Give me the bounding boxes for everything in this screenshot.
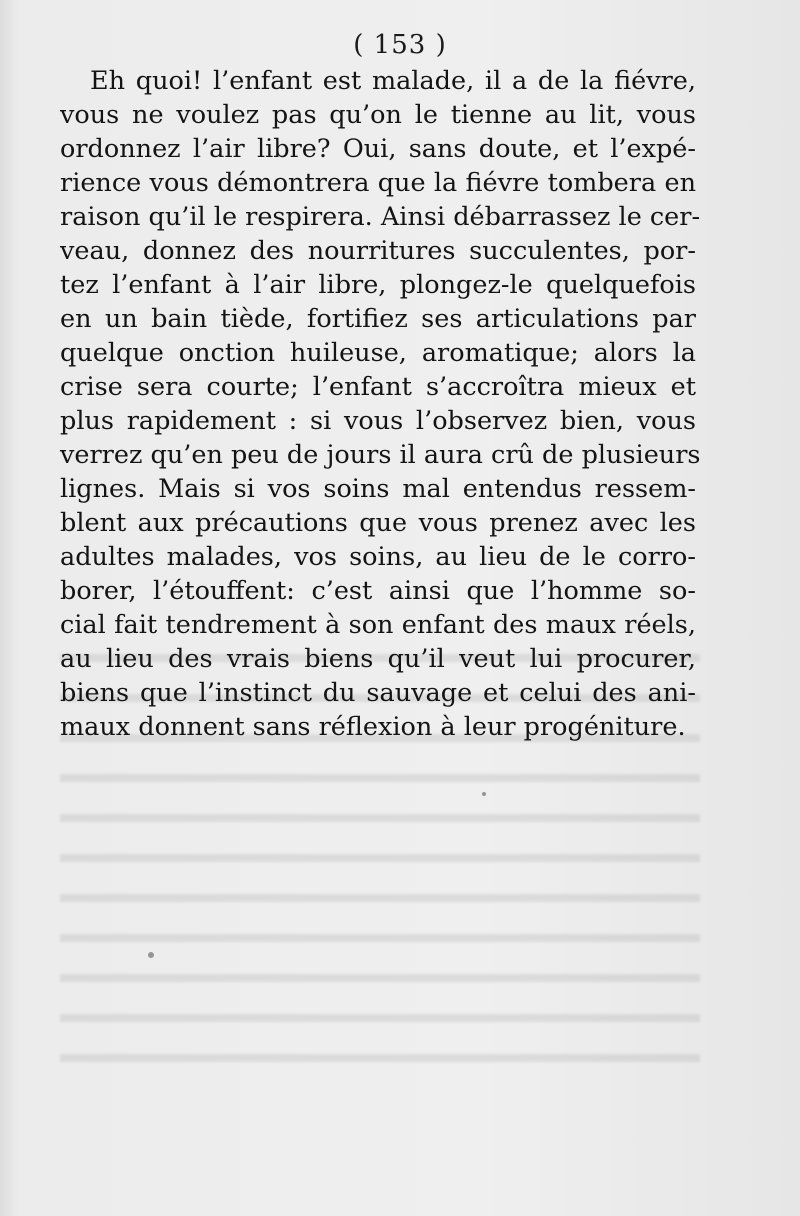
text-line: borer, l’étouffent: c’est ainsi que l’homme so-	[60, 576, 696, 606]
text-line: en un bain tiède, fortifiez ses articulations par	[60, 304, 696, 334]
text-line: blent aux précautions que vous prenez avec les	[60, 508, 696, 538]
text-line: crise sera courte; l’enfant s’accroîtra mieux et	[60, 372, 696, 402]
text-line: Eh quoi! l’enfant est malade, il a de la fiévre,	[90, 66, 696, 96]
text-line: adultes malades, vos soins, au lieu de le corro-	[60, 542, 696, 572]
text-line: lignes. Mais si vos soins mal entendus ressem-	[60, 474, 696, 504]
text-line: plus rapidement : si vous l’observez bien, vous	[60, 406, 696, 436]
text-line: cial fait tendrement à son enfant des maux réels,	[60, 610, 696, 640]
text-line: verrez qu’en peu de jours il aura crû de plusieurs	[60, 440, 701, 470]
ink-speck	[482, 792, 486, 796]
ink-speck	[148, 952, 154, 958]
text-line: tez l’enfant à l’air libre, plongez-le quelquefois	[60, 270, 696, 300]
text-line: maux donnent sans réflexion à leur progéniture.	[60, 712, 686, 742]
body-text	[60, 64, 701, 744]
text-line: quelque onction huileuse, aromatique; alors la	[60, 338, 696, 368]
text-line: biens que l’instinct du sauvage et celui des ani-	[60, 678, 696, 708]
page-number: ( 153 )	[353, 30, 447, 60]
text-line: veau, donnez des nourritures succulentes, por-	[60, 236, 696, 266]
text-line: vous ne voulez pas qu’on le tienne au lit, vous	[60, 100, 696, 130]
text-line: raison qu’il le respirera. Ainsi débarrassez le cer-	[60, 202, 701, 232]
text-line: ordonnez l’air libre? Oui, sans doute, et l’expé-	[60, 134, 696, 164]
text-line: rience vous démontrera que la fiévre tombera en	[60, 168, 696, 198]
text-line: au lieu des vrais biens qu’il veut lui procurer,	[60, 644, 696, 674]
